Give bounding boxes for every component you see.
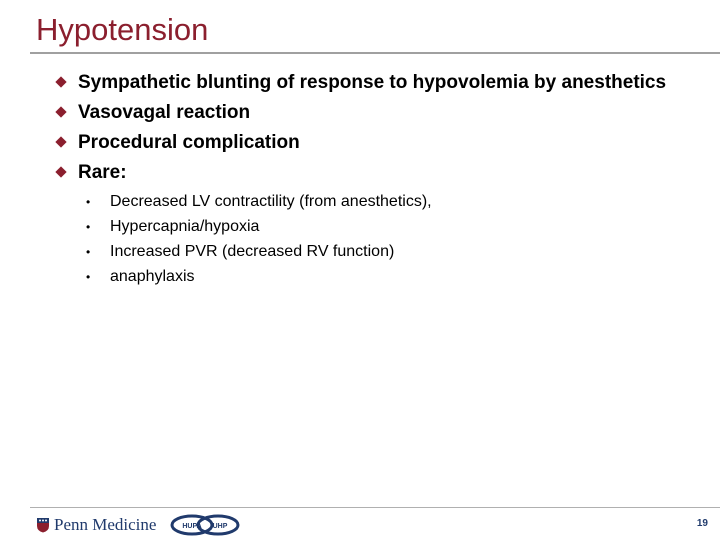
sub-bullet-text: Decreased LV contractility (from anesthetics), [110,193,432,210]
bullet-text: Vasovagal reaction [78,102,251,123]
sub-bullet-text: anaphylaxis [110,268,195,285]
brand-name: Penn Medicine [54,515,157,534]
title-divider [30,52,720,54]
hospital-logos-icon [170,514,240,536]
bullet-text: Procedural complication [78,132,300,153]
bullet-item [56,162,696,184]
diamond-bullet-icon [55,76,66,87]
footer-logos [36,514,240,536]
sub-bullet-item [86,192,696,212]
sub-bullet-text: Increased PVR (decreased RV function) [110,243,395,260]
bullet-item [56,72,696,94]
bullet-item [56,132,696,154]
sub-bullet-list [86,192,696,287]
penn-shield-icon [36,517,50,533]
bullet-list [56,72,696,292]
diamond-bullet-icon [55,136,66,147]
bullet-item [56,102,696,124]
slide-title: Hypotension [36,12,209,47]
diamond-bullet-icon [55,106,66,117]
dot-bullet-icon: • [86,195,91,209]
diamond-bullet-icon [55,166,66,177]
page-number: 19 [696,518,708,529]
footer-divider [30,507,720,508]
logo-left-text: HUPA [182,523,203,530]
sub-bullet-text: Hypercapnia/hypoxia [110,218,260,235]
sub-bullet-item [86,217,696,237]
dot-bullet-icon: • [86,220,91,234]
sub-bullet-item [86,267,696,287]
logo-right-text: UHP [213,523,228,530]
dot-bullet-icon: • [86,245,91,259]
dot-bullet-icon: • [86,270,91,284]
sub-bullet-item [86,242,696,262]
bullet-text: Sympathetic blunting of response to hypovolemia by anesthetics [78,72,667,93]
bullet-text: Rare: [78,162,127,183]
